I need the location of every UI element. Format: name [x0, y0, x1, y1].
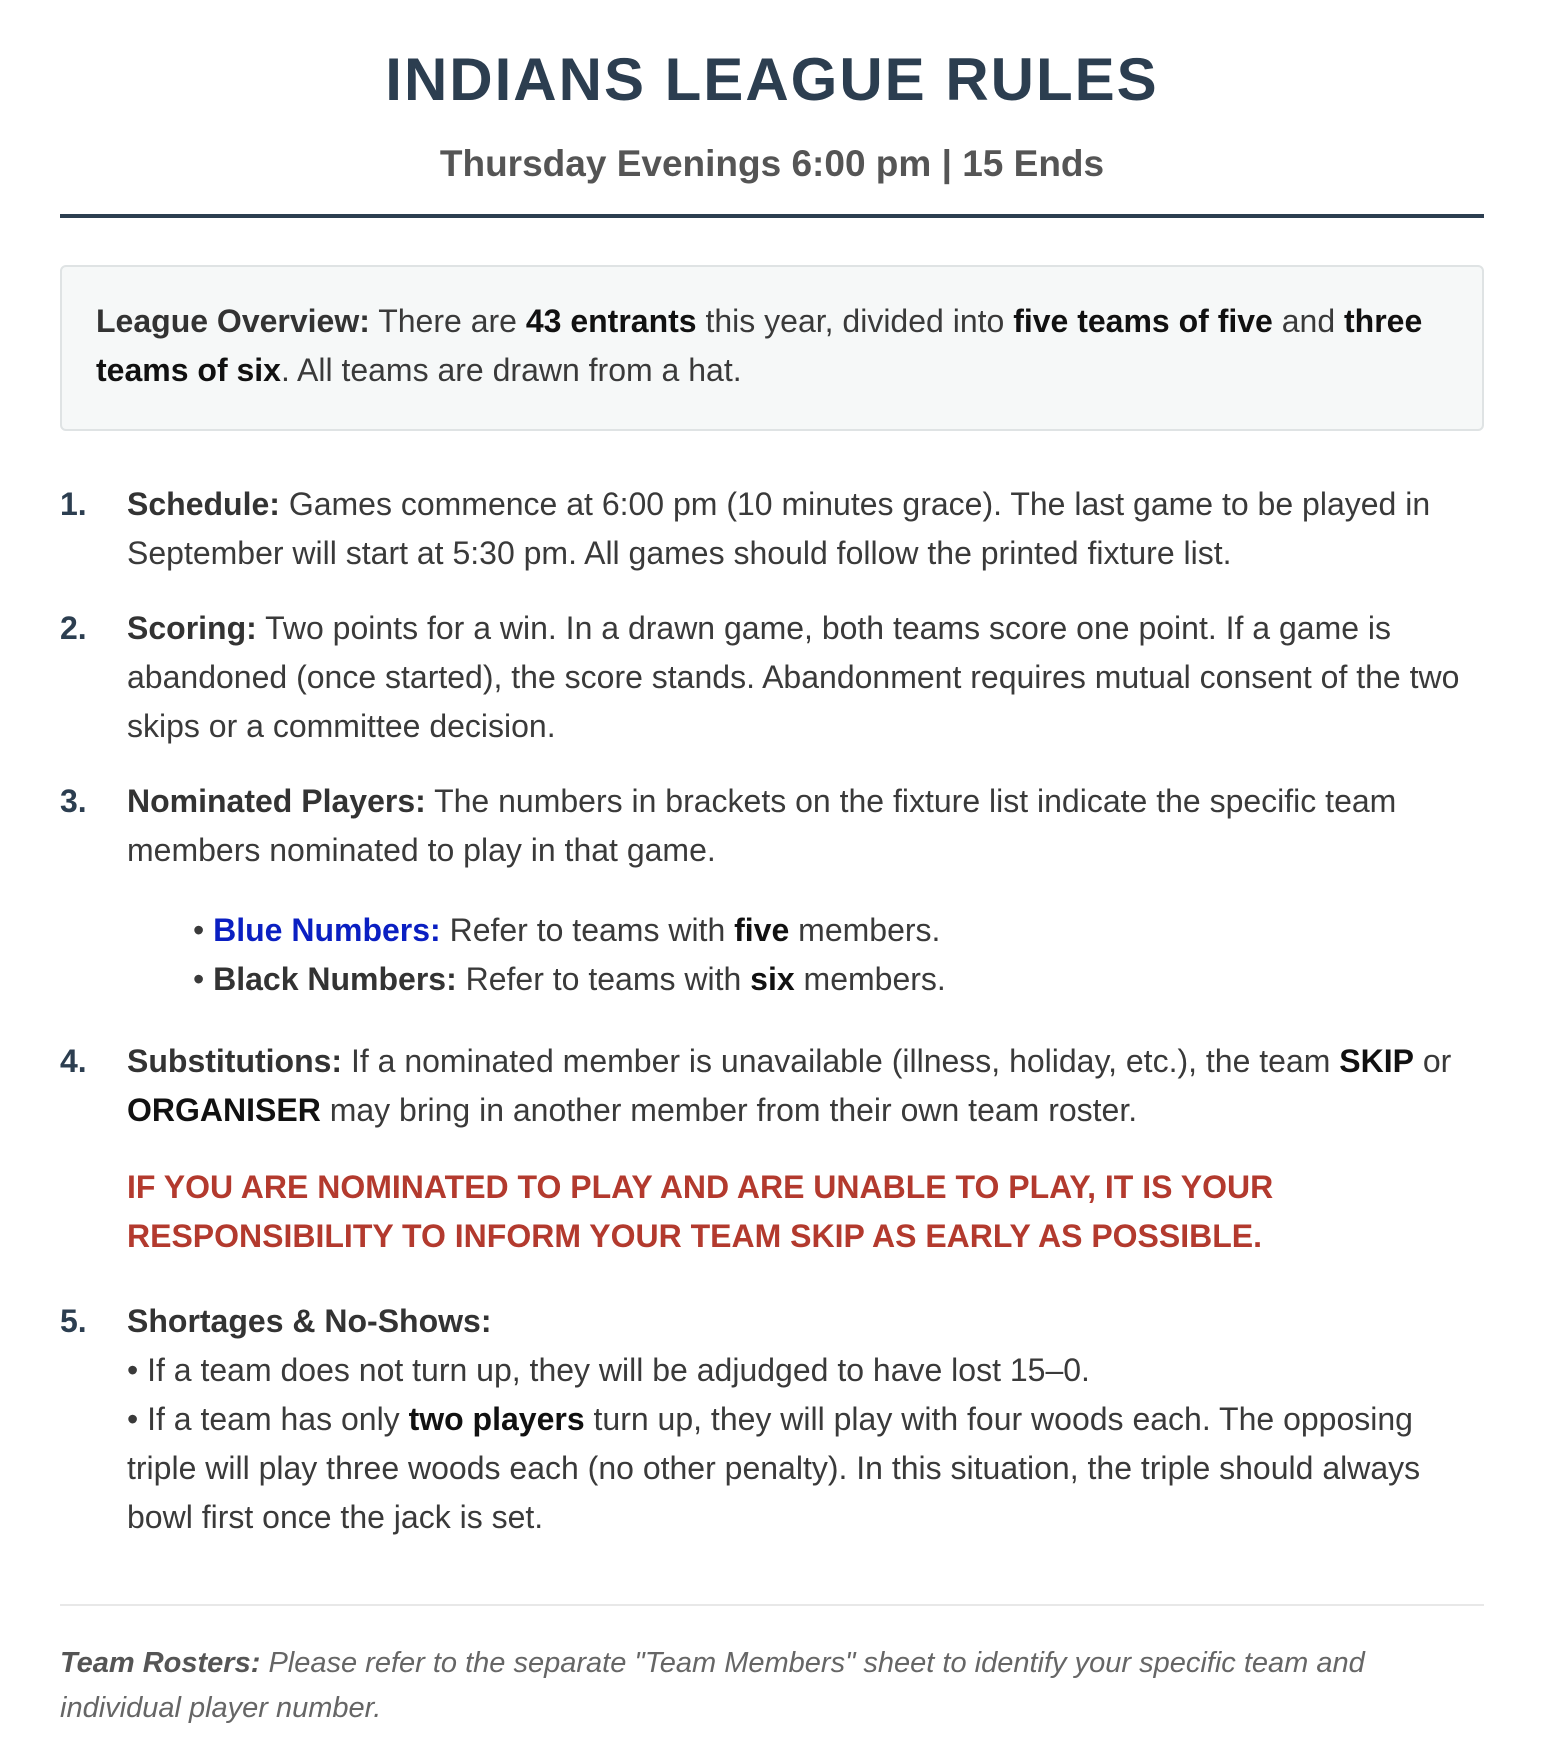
overview-text: and	[1281, 303, 1336, 339]
rule-scoring	[60, 604, 1484, 751]
bullet-text: turn up, they will play with four woods each. The opposing triple will play three woods each (no other penalty). In this situation, the triple should always bowl first once the jack is set.	[127, 1401, 1421, 1535]
rule-text: or	[1422, 1043, 1452, 1079]
footer-text: Please refer to the separate "Team Members" sheet to identify your specific team and individual player number.	[60, 1647, 1365, 1724]
bullet-text: Refer to teams with	[465, 961, 742, 997]
footer-label: Team Rosters:	[60, 1647, 261, 1679]
bullet: •	[193, 912, 205, 948]
rule-number: 1.	[60, 486, 87, 522]
overview-label: League Overview:	[96, 303, 370, 339]
rule-schedule	[60, 480, 1484, 578]
overview-teams-of-five: five teams of five	[1013, 303, 1273, 339]
rule-label: Nominated Players:	[127, 783, 426, 819]
overview-text: this year, divided into	[705, 303, 1005, 339]
rule-number: 5.	[60, 1303, 87, 1339]
bullet-text: members.	[798, 912, 941, 948]
two-players-bullet	[127, 1395, 1484, 1542]
no-show-bullet: • If a team does not turn up, they will be adjudged to have lost 15–0.	[127, 1352, 1090, 1388]
black-numbers-bullet	[193, 955, 946, 1004]
blue-numbers-bullet	[193, 906, 940, 955]
rule-label: Substitutions:	[127, 1043, 343, 1079]
rule-number: 2.	[60, 610, 87, 646]
skip-bold: SKIP	[1339, 1043, 1414, 1079]
overview-entrants: 43 entrants	[525, 303, 697, 339]
page-subtitle: Thursday Evenings 6:00 pm | 15 Ends	[439, 143, 1105, 184]
bullet-text: members.	[803, 961, 946, 997]
rule-number: 3.	[60, 783, 87, 819]
organiser-bold: ORGANISER	[127, 1092, 321, 1128]
rule-label: Schedule:	[127, 486, 280, 522]
rule-label: Scoring:	[127, 610, 257, 646]
rule-number: 4.	[60, 1043, 87, 1079]
bullet-bold: six	[750, 961, 795, 997]
rule-text: The numbers in brackets on the fixture list indicate the specific team members nominated to play in that game.	[127, 783, 1397, 868]
league-overview-box	[60, 265, 1484, 431]
rule-label: Shortages & No-Shows:	[127, 1303, 492, 1339]
bullet-bold: five	[734, 912, 790, 948]
two-players-bold: two players	[408, 1401, 585, 1437]
rule-substitutions	[60, 1037, 1484, 1135]
blue-numbers-label: Blue Numbers:	[213, 912, 441, 948]
bullet: •	[193, 961, 205, 997]
rule-text: If a nominated member is unavailable (illness, holiday, etc.), the team	[350, 1043, 1331, 1079]
rule-text: may bring in another member from their own team roster.	[329, 1092, 1138, 1128]
rule-nominated-players	[60, 777, 1484, 875]
page-title: INDIANS LEAGUE RULES	[385, 46, 1159, 113]
responsibility-warning: IF YOU ARE NOMINATED TO PLAY AND ARE UNABLE TO PLAY, IT IS YOUR RESPONSIBILITY TO INFORM YOUR TEAM SKIP AS EARLY AS POSSIBLE.	[127, 1169, 1274, 1254]
rule-text: Two points for a win. In a drawn game, both teams score one point. If a game is abandoned (once started), the score stands. Abandonment requires mutual consent of the two skips or a committee decision.	[127, 610, 1460, 744]
rule-shortages	[60, 1297, 1484, 1542]
bullet-text: • If a team has only	[127, 1401, 400, 1437]
team-rosters-note	[60, 1641, 1484, 1731]
title-divider	[60, 214, 1484, 218]
overview-text: . All teams are drawn from a hat.	[280, 352, 742, 388]
footer-divider	[60, 1604, 1484, 1606]
overview-teams-of-six: three teams of six	[96, 303, 1423, 388]
black-numbers-label: Black Numbers:	[213, 961, 457, 997]
overview-text: There are	[378, 303, 517, 339]
rule-text: Games commence at 6:00 pm (10 minutes grace). The last game to be played in September will start at 5:30 pm. All games should follow the printed fixture list.	[127, 486, 1431, 571]
bullet-text: Refer to teams with	[449, 912, 726, 948]
